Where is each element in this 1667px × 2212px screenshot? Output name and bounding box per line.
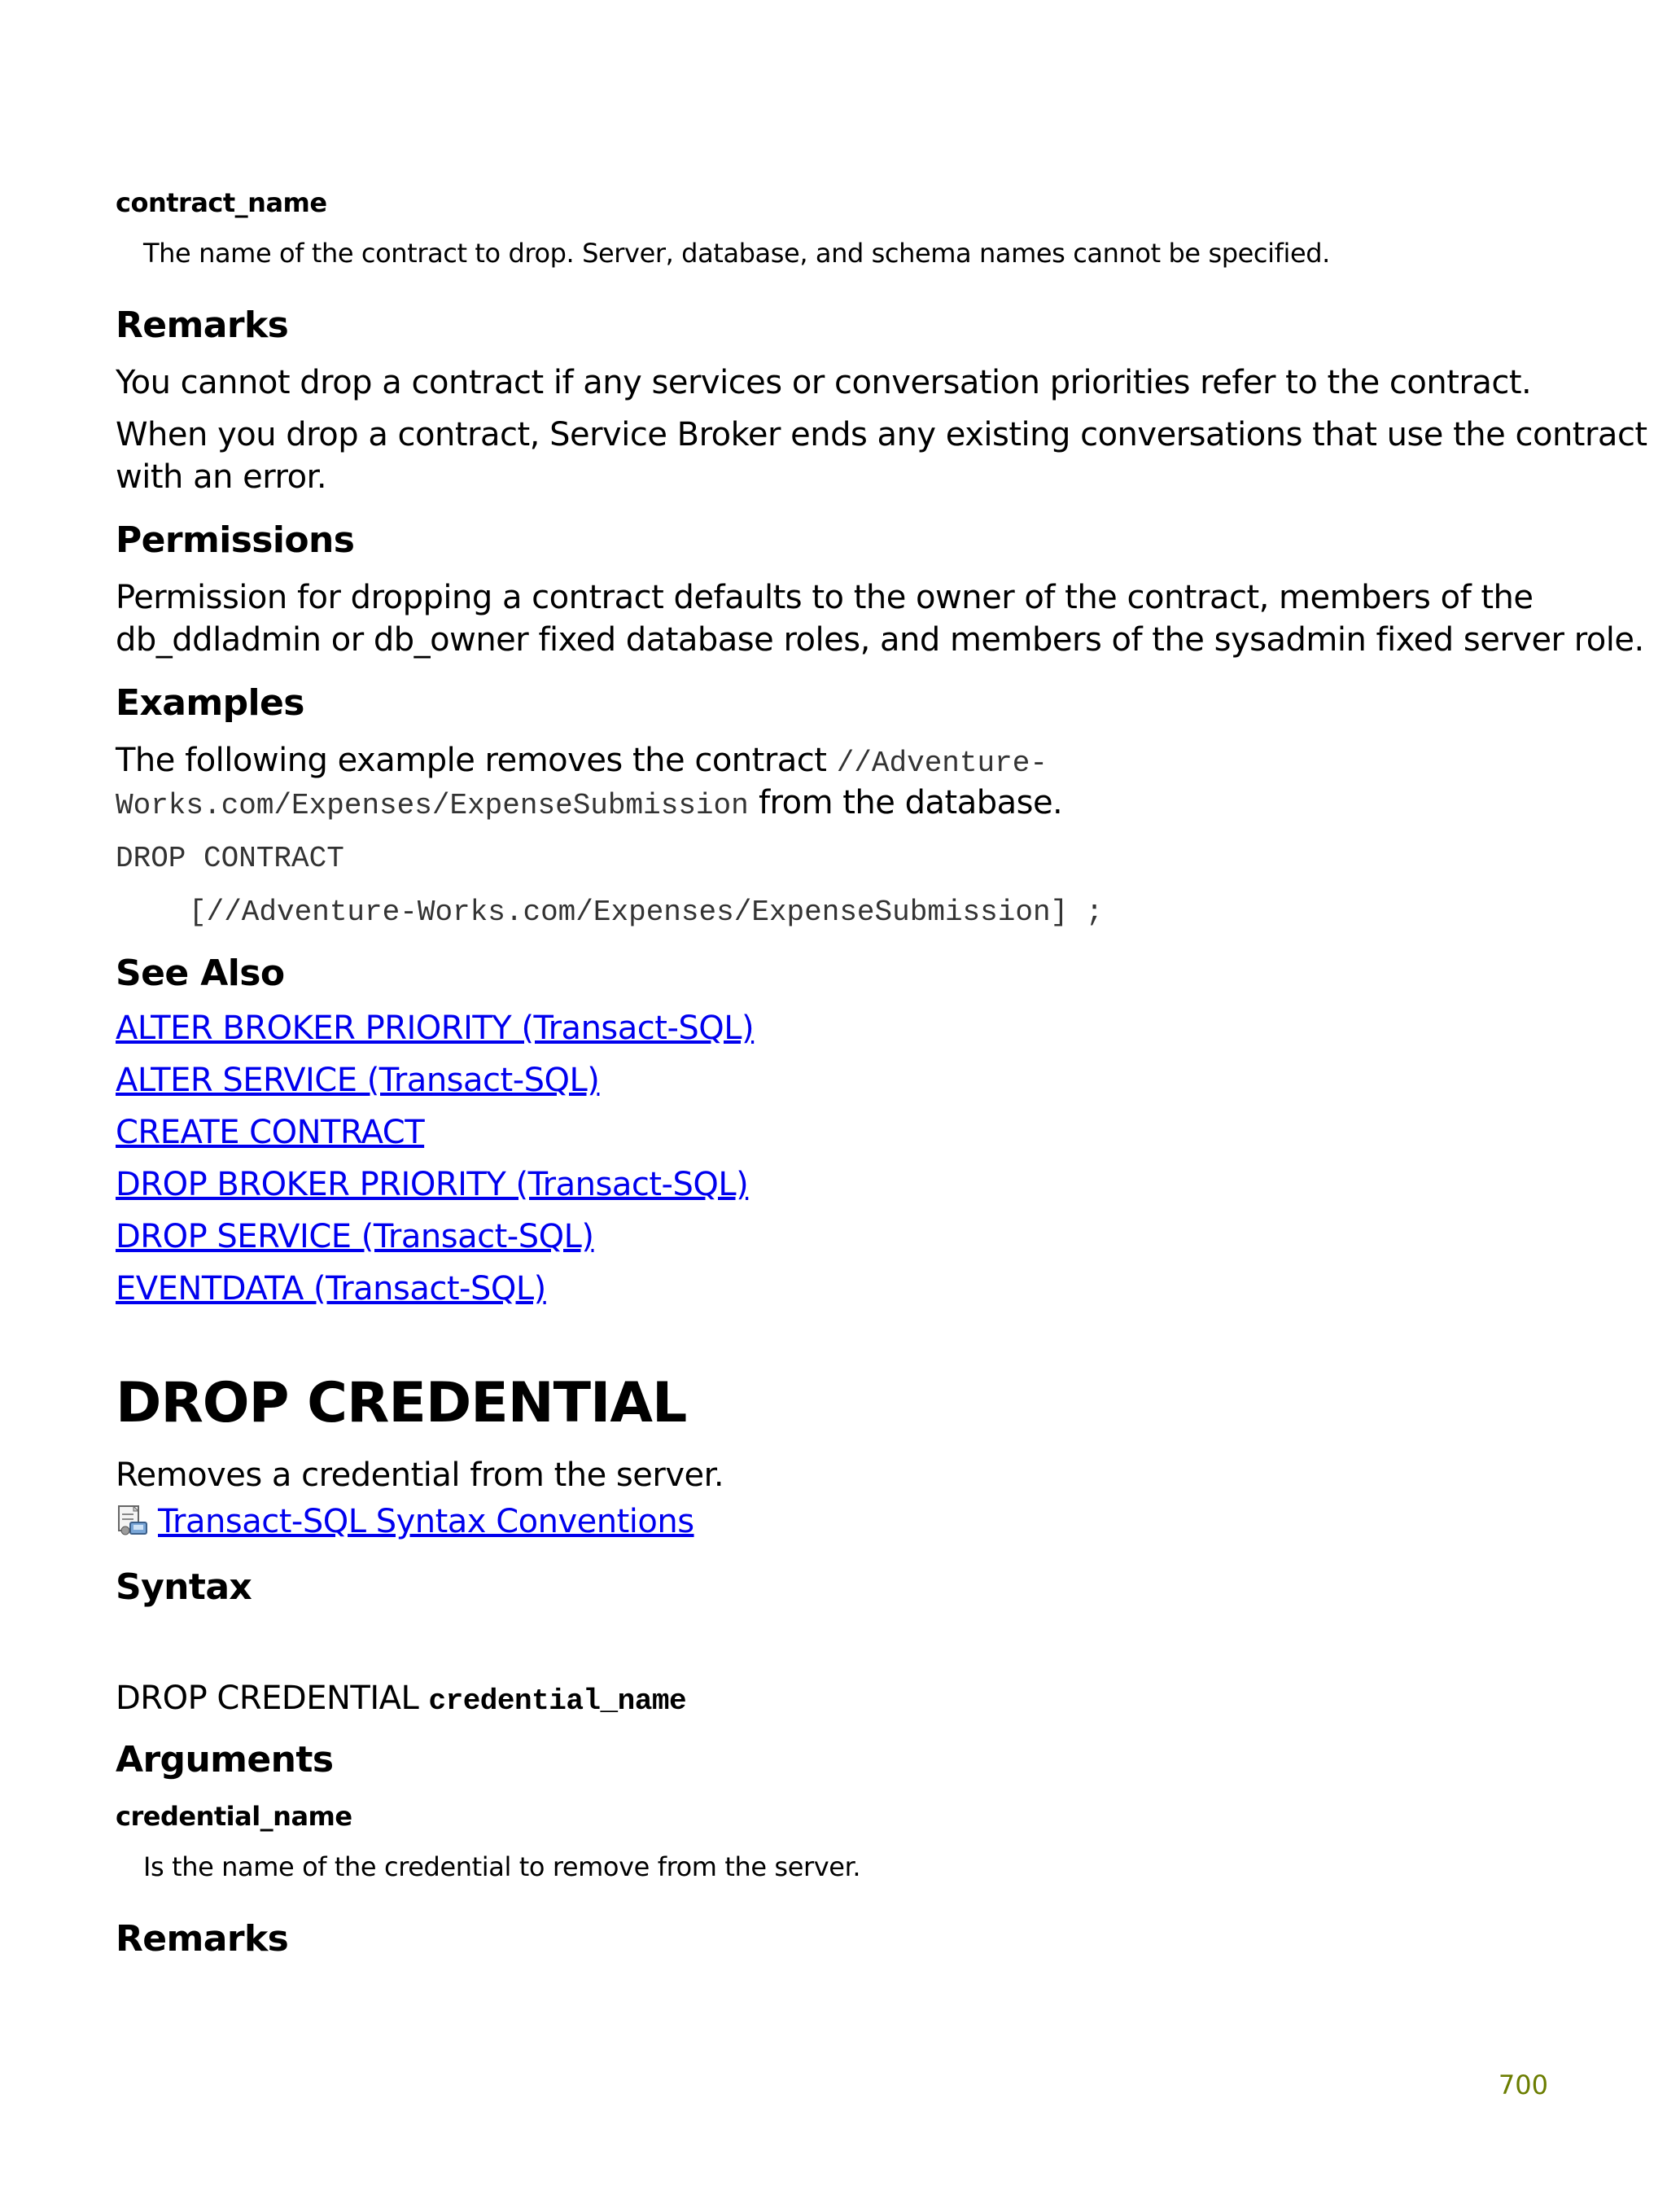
- example-intro-text: The following example removes the contract: [116, 742, 837, 779]
- example-intro-line-2: [116, 782, 1062, 827]
- page-number: 700: [1498, 2070, 1548, 2100]
- syntax-statement: [116, 1677, 686, 1723]
- argument-description: The name of the contract to drop. Server, database, and schema names cannot be specified.: [143, 238, 1330, 269]
- topic-title: DROP CREDENTIAL: [116, 1371, 687, 1435]
- syntax-heading: Syntax: [116, 1566, 252, 1608]
- argument-description: Is the name of the credential to remove from the server.: [143, 1851, 861, 1882]
- permissions-line-1: Permission for dropping a contract defaults to the owner of the contract, members of the: [116, 579, 1534, 616]
- arguments-heading: Arguments: [116, 1739, 334, 1781]
- see-also-link-drop-service[interactable]: DROP SERVICE (Transact-SQL): [116, 1218, 594, 1255]
- code-block-line-1: DROP CONTRACT: [116, 842, 344, 875]
- syntax-conventions-icon: [116, 1505, 151, 1540]
- remarks-paragraph-1: You cannot drop a contract if any services or conversation priorities refer to the contract.: [116, 364, 1532, 401]
- syntax-conventions-row: [116, 1503, 694, 1540]
- argument-name: contract_name: [116, 187, 327, 218]
- example-intro-line-1: [116, 739, 1048, 785]
- examples-heading: Examples: [116, 682, 304, 724]
- syntax-conventions-link[interactable]: Transact-SQL Syntax Conventions: [158, 1503, 694, 1540]
- argument-name: credential_name: [116, 1801, 352, 1832]
- code-block-line-2: [//Adventure-Works.com/Expenses/ExpenseSubmission] ;: [189, 896, 1104, 929]
- see-also-link-alter-service[interactable]: ALTER SERVICE (Transact-SQL): [116, 1062, 600, 1099]
- permissions-heading: Permissions: [116, 519, 355, 561]
- see-also-link-drop-broker-priority[interactable]: DROP BROKER PRIORITY (Transact-SQL): [116, 1166, 749, 1203]
- syntax-keyword: DROP CREDENTIAL: [116, 1680, 429, 1717]
- remarks-heading: Remarks: [116, 1918, 289, 1960]
- example-inline-code: //Adventure-: [836, 747, 1048, 780]
- permissions-line-2: db_ddladmin or db_owner fixed database roles, and members of the sysadmin fixed server role.: [116, 621, 1644, 659]
- remarks-paragraph-2-line-2: with an error.: [116, 458, 327, 496]
- see-also-link-create-contract[interactable]: CREATE CONTRACT: [116, 1114, 425, 1151]
- remarks-heading: Remarks: [116, 304, 289, 346]
- document-page: [116, 0, 1647, 2212]
- example-intro-text: from the database.: [748, 784, 1063, 821]
- see-also-link-alter-broker-priority[interactable]: ALTER BROKER PRIORITY (Transact-SQL): [116, 1010, 755, 1047]
- remarks-paragraph-2-line-1: When you drop a contract, Service Broker ends any existing conversations that use the contract: [116, 416, 1647, 453]
- topic-summary: Removes a credential from the server.: [116, 1456, 724, 1494]
- see-also-link-eventdata[interactable]: EVENTDATA (Transact-SQL): [116, 1270, 546, 1307]
- syntax-argument: credential_name: [428, 1684, 687, 1718]
- example-inline-code: Works.com/Expenses/ExpenseSubmission: [116, 789, 749, 822]
- see-also-heading: See Also: [116, 953, 285, 994]
